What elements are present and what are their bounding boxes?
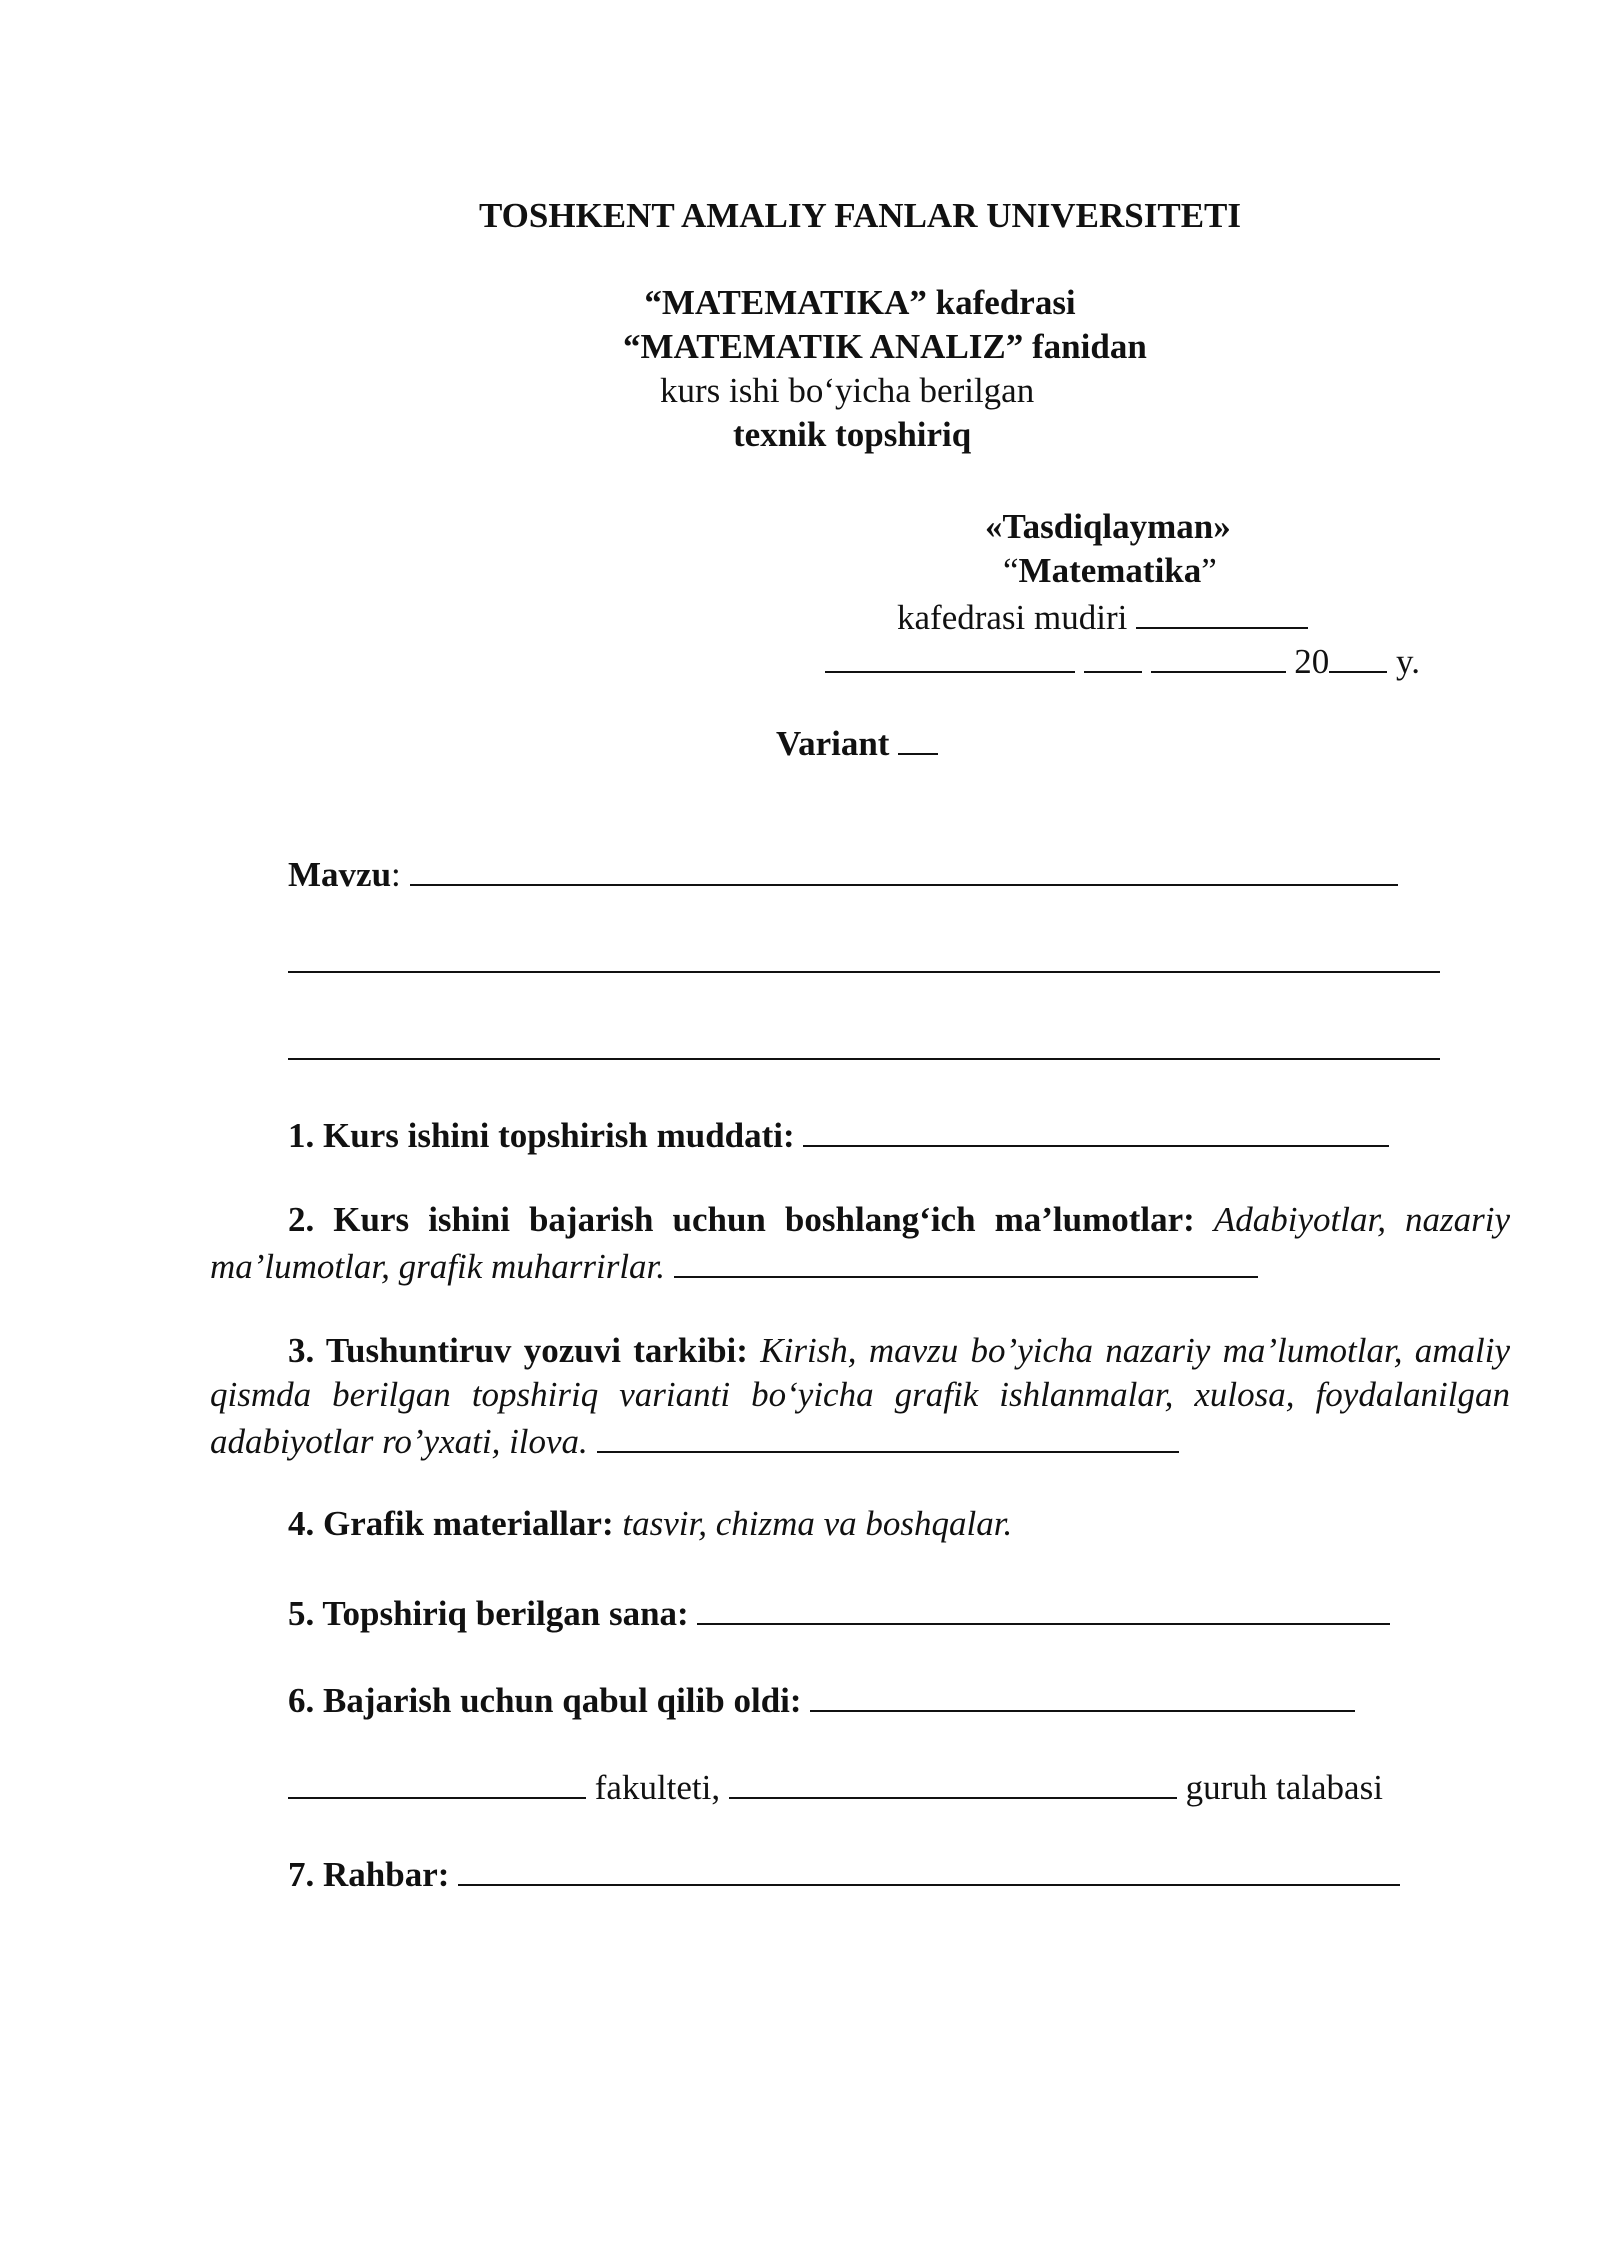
item-3-label: 3. Tushuntiruv yozuvi tarkibi: (288, 1331, 748, 1370)
topic-blank-1 (410, 850, 1398, 886)
item-2-blank (674, 1242, 1258, 1278)
item-7-label: 7. Rahbar: (288, 1855, 450, 1894)
item-4-text: tasvir, chizma va boshqalar. (622, 1504, 1013, 1543)
item-5 (288, 1589, 1390, 1636)
course-line: kurs ishi bo‘yicha berilgan (660, 371, 1035, 410)
item-1-blank (803, 1111, 1389, 1147)
topic-label: Mavzu (288, 855, 392, 894)
item-5-label: 5. Topshiriq berilgan sana: (288, 1594, 689, 1633)
item-3-text: Kirish, mavzu bo’yicha nazariy ma’lumotlar, amaliy qismda berilgan topshiriq varianti bo‘yicha grafik ishlanmalar, xulosa, foydalanilgan adabiyotlar ro’yxati, ilova. (210, 1331, 1511, 1461)
item-6-label: 6. Bajarish uchun qabul qilib oldi: (288, 1681, 802, 1720)
date-blank-3 (1151, 637, 1286, 673)
date-blank-2 (1084, 637, 1142, 673)
item-2-text: Adabiyotlar, nazariy ma’lumotlar, grafik muharrirlar. (210, 1200, 1511, 1286)
item-2-label: 2. Kurs ishini bajarish uchun boshlang‘ich ma’lumotlar: (288, 1200, 1195, 1239)
approval-head (897, 593, 1308, 640)
head-label: kafedrasi mudiri (897, 598, 1128, 637)
item-1 (288, 1111, 1389, 1158)
item-7-blank (458, 1850, 1400, 1886)
doc-type: texnik topshiriq (733, 415, 972, 454)
item-6 (288, 1676, 1355, 1723)
item-1-label: 1. Kurs ishini topshirish muddati: (288, 1116, 795, 1155)
subject-title: “MATEMATIK ANALIZ” fanidan (623, 327, 1147, 366)
group-blank (729, 1763, 1177, 1799)
approval-date (825, 637, 1420, 684)
university-title: TOSHKENT AMALIY FANLAR UNIVERSITETI (478, 196, 1242, 235)
variant-line (776, 719, 938, 766)
topic-line (288, 850, 1398, 897)
approval-dept: “Matematika” (1003, 551, 1217, 590)
topic-blank-2 (288, 937, 1440, 973)
topic-blank-3 (288, 1024, 1440, 1060)
date-blank-1 (825, 637, 1075, 673)
faculty-blank (288, 1763, 586, 1799)
item-3-blank (597, 1417, 1179, 1453)
year-suffix: y. (1396, 642, 1420, 681)
topic-line-2 (288, 937, 1440, 984)
year-blank (1329, 637, 1387, 673)
faculty-label: fakulteti, (594, 1768, 721, 1807)
variant-label: Variant (776, 724, 890, 763)
item-7 (288, 1850, 1400, 1897)
head-signature-blank (1136, 593, 1308, 629)
item-2 (210, 1198, 1510, 1289)
item-4 (288, 1502, 1012, 1546)
department-title: “MATEMATIKA” kafedrasi (644, 283, 1076, 322)
item-4-label: 4. Grafik materiallar: (288, 1504, 614, 1543)
item-3 (210, 1329, 1510, 1464)
approval-title: «Tasdiqlayman» (985, 507, 1231, 546)
item-6-blank (810, 1676, 1355, 1712)
item-6-faculty-line (288, 1763, 1383, 1810)
year-prefix: 20 (1294, 642, 1330, 681)
topic-line-3 (288, 1024, 1440, 1071)
group-label: guruh talabasi (1185, 1768, 1383, 1807)
variant-blank (898, 719, 938, 755)
item-5-blank (697, 1589, 1390, 1625)
topic-colon: : (391, 855, 401, 894)
